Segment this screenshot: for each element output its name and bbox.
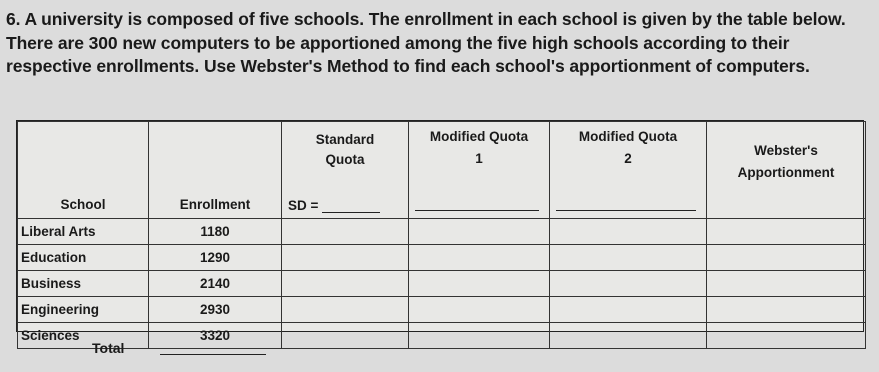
header-modified-quota-1 xyxy=(409,122,550,219)
standard-quota-cell[interactable] xyxy=(282,245,409,271)
header-standard-quota-line2: Quota xyxy=(325,152,365,167)
modified-divisor-1-blank[interactable] xyxy=(415,210,539,211)
total-label: Total xyxy=(92,340,125,356)
modified-divisor-2-blank[interactable] xyxy=(556,210,696,211)
modified-quota-2-cell[interactable] xyxy=(550,323,707,349)
table-row xyxy=(18,271,866,297)
header-modified-quota-2-line1: Modified Quota xyxy=(578,129,678,144)
modified-quota-1-cell[interactable] xyxy=(409,323,550,349)
problem-statement: 6. A university is composed of five schools. The enrollment in each school is given by the table below. There are 300 new computers to be apportioned among the five high schools according to their respective enrollments. Use Webster's Method to find each school's apportionment of computers. xyxy=(6,9,846,76)
apportionment-table xyxy=(16,120,864,343)
table-header-row xyxy=(18,122,866,219)
webster-apportionment-cell[interactable] xyxy=(707,271,866,297)
header-enrollment: Enrollment xyxy=(149,122,282,219)
table-row xyxy=(18,297,866,323)
standard-quota-cell[interactable] xyxy=(282,271,409,297)
header-webster-apportionment xyxy=(707,122,866,219)
modified-quota-2-cell[interactable] xyxy=(550,297,707,323)
header-modified-quota-2 xyxy=(550,122,707,219)
school-name: Engineering xyxy=(18,297,149,323)
school-name: Liberal Arts xyxy=(18,219,149,245)
total-blank[interactable] xyxy=(160,354,266,355)
enrollment-value: 3320 xyxy=(149,323,282,349)
table-row xyxy=(18,219,866,245)
modified-quota-2-cell[interactable] xyxy=(550,271,707,297)
school-name: Sciences xyxy=(18,323,149,349)
webster-apportionment-cell[interactable] xyxy=(707,323,866,349)
sd-label: SD = xyxy=(288,198,319,213)
modified-quota-1-cell[interactable] xyxy=(409,219,550,245)
modified-quota-1-cell[interactable] xyxy=(409,271,550,297)
header-modified-quota-2-line2: 2 xyxy=(624,151,632,166)
header-webster-line1: Webster's xyxy=(754,143,818,158)
header-standard-quota xyxy=(282,122,409,219)
header-webster-line2: Apportionment xyxy=(737,165,835,180)
webster-apportionment-cell[interactable] xyxy=(707,219,866,245)
webster-apportionment-cell[interactable] xyxy=(707,245,866,271)
modified-quota-2-cell[interactable] xyxy=(550,219,707,245)
school-name: Education xyxy=(18,245,149,271)
standard-quota-cell[interactable] xyxy=(282,219,409,245)
header-standard-quota-line1: Standard xyxy=(315,132,375,147)
modified-quota-1-cell[interactable] xyxy=(409,297,550,323)
sd-blank[interactable] xyxy=(322,200,380,213)
table-row xyxy=(18,245,866,271)
standard-quota-cell[interactable] xyxy=(282,297,409,323)
header-modified-quota-1-line2: 1 xyxy=(475,151,483,166)
modified-quota-1-cell[interactable] xyxy=(409,245,550,271)
header-school: School xyxy=(18,122,149,219)
standard-quota-cell[interactable] xyxy=(282,323,409,349)
enrollment-value: 2140 xyxy=(149,271,282,297)
enrollment-value: 1180 xyxy=(149,219,282,245)
school-name: Business xyxy=(18,271,149,297)
webster-apportionment-cell[interactable] xyxy=(707,297,866,323)
enrollment-value: 2930 xyxy=(149,297,282,323)
modified-quota-2-cell[interactable] xyxy=(550,245,707,271)
enrollment-value: 1290 xyxy=(149,245,282,271)
table-row xyxy=(18,323,866,349)
header-modified-quota-1-line1: Modified Quota xyxy=(429,129,529,144)
